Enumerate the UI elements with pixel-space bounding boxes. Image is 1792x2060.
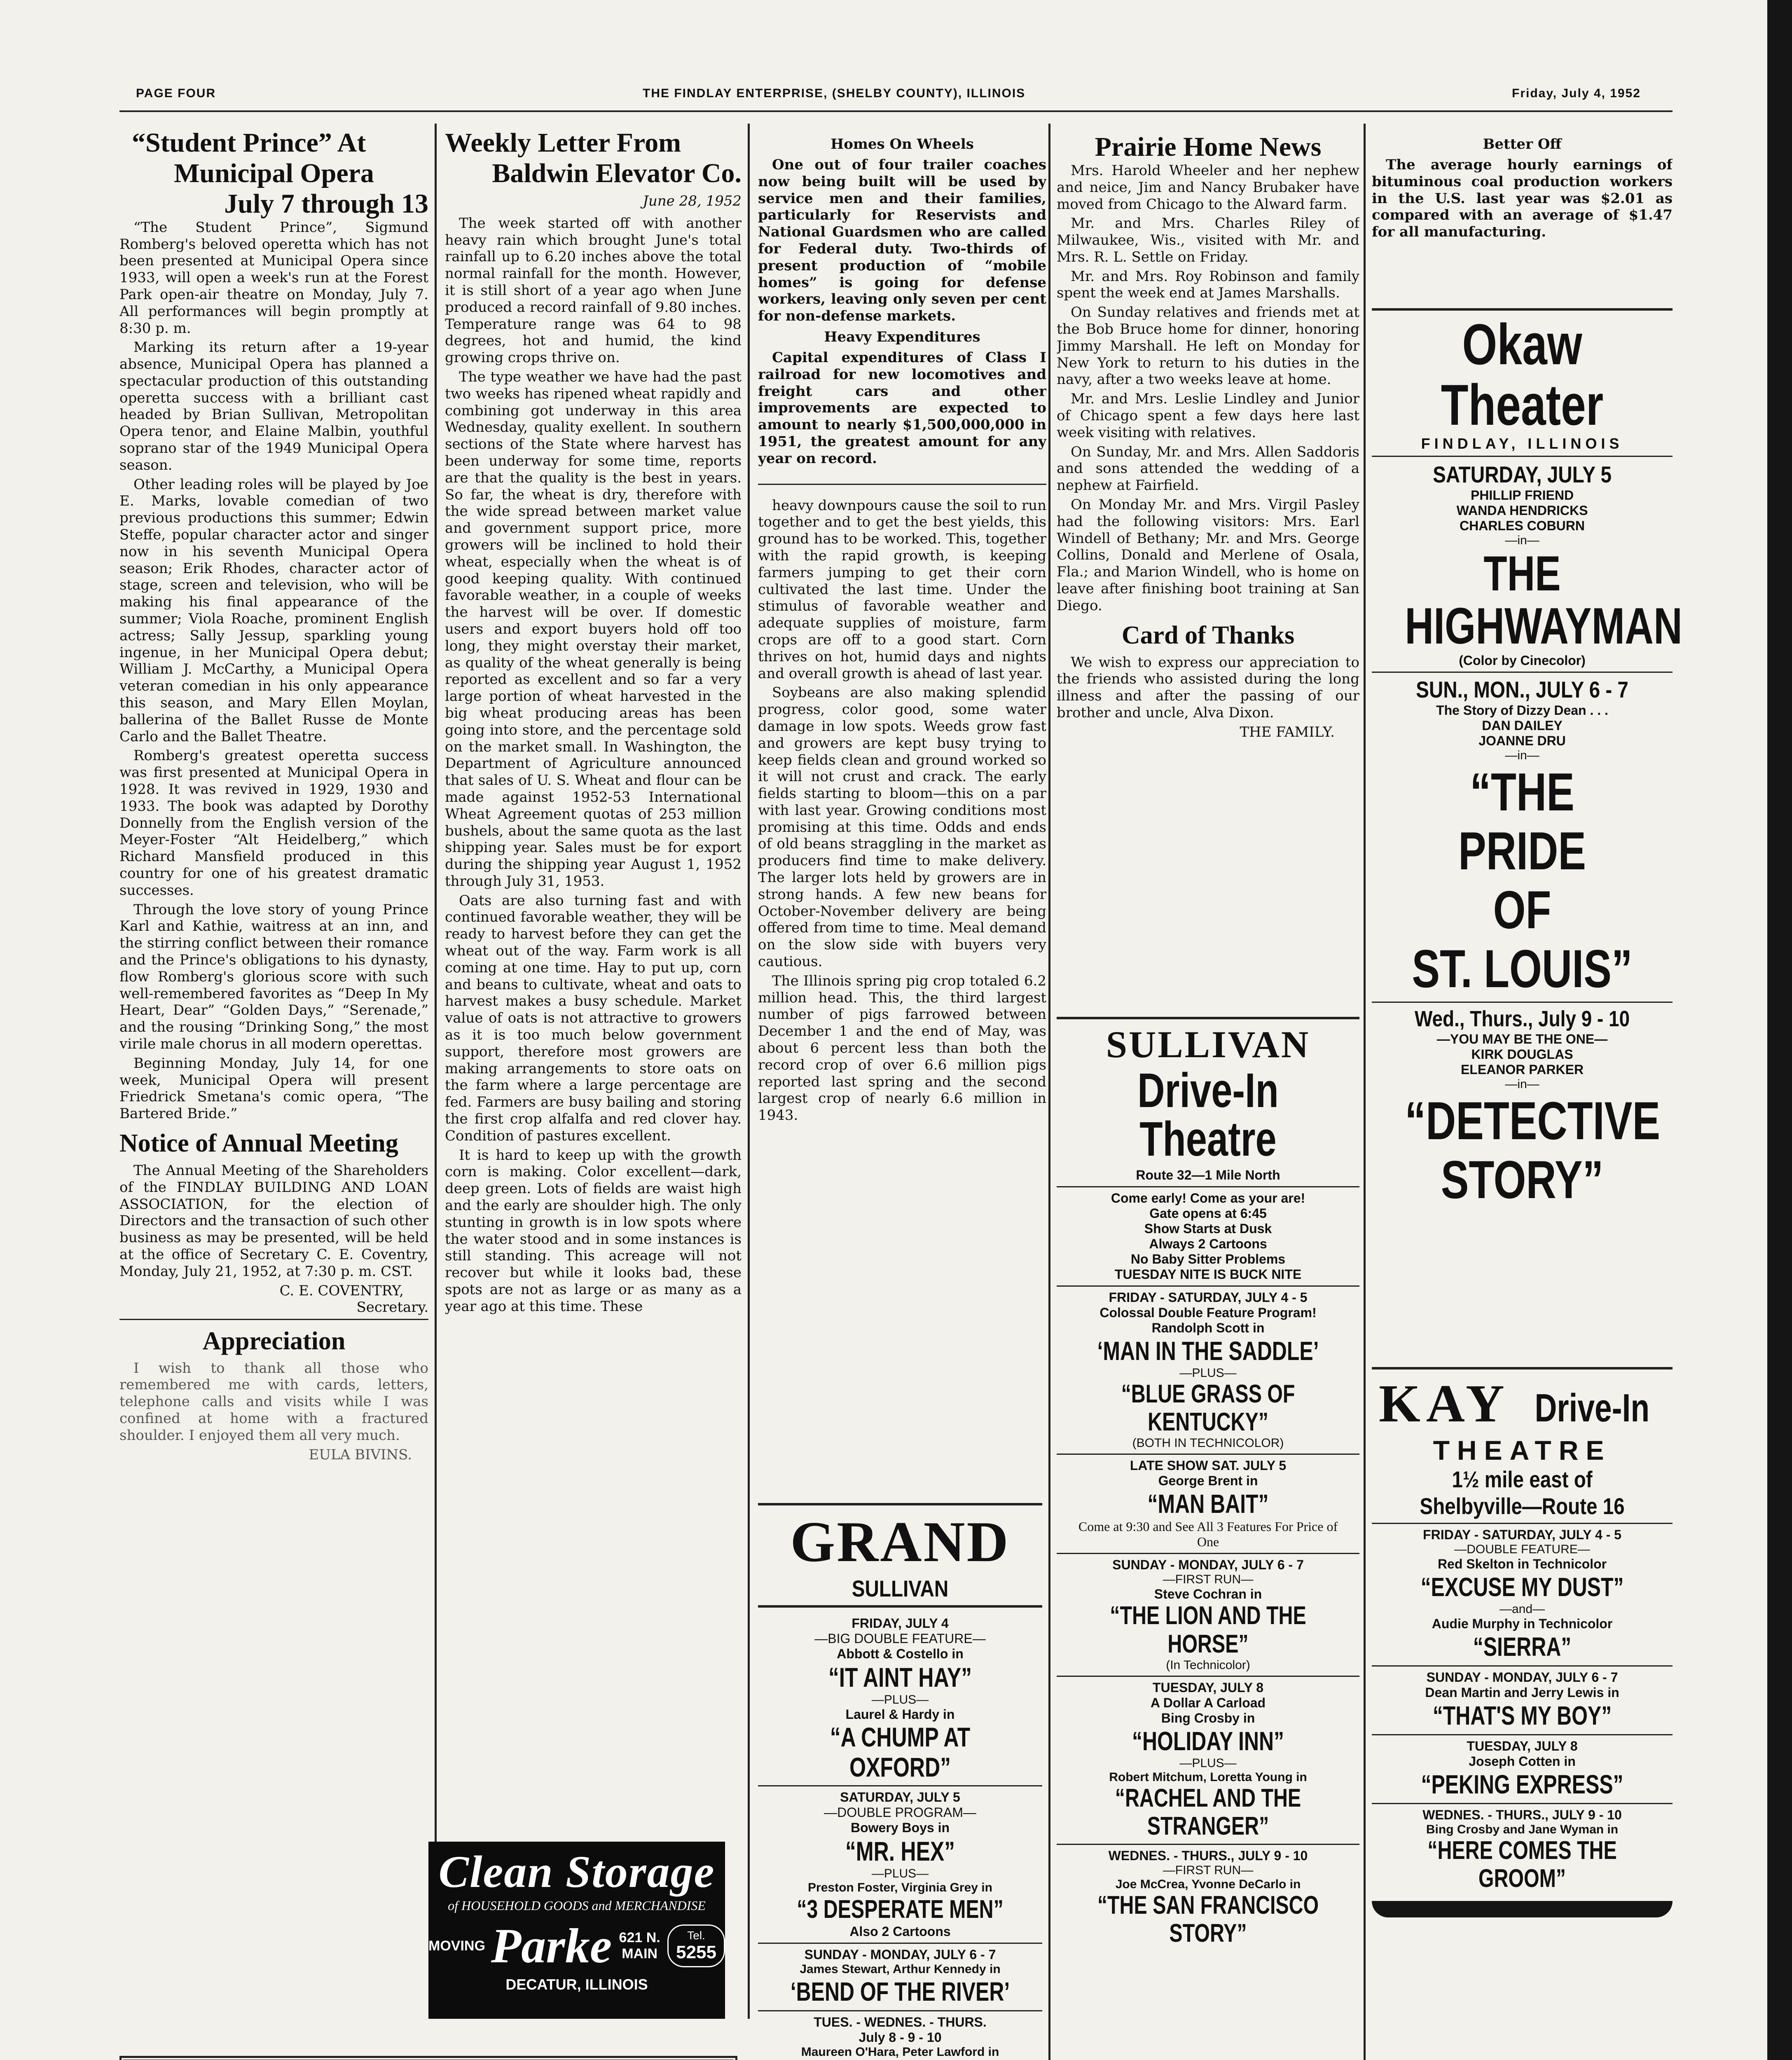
- theatre-name: GRAND: [790, 1510, 1010, 1574]
- paragraph: Other leading roles will be played by Joe E. Marks, lovable comedian of two previous productions this summer; Edwin Steffe, popular character actor and singer now in his seventh Municipal Opera season; Erik Rhodes, character actor of stage, screen and television, who will be making his final appearance of the summer; Viola Roache, prominent English actress; Sally Jessup, sparkling young ingenue, in her Municipal Opera debut; William J. McCarthy, a Municipal Opera veteran comedian in his only appearance this season, and Mary Ellen Moylan, ballerina of the Ballet Russe de Monte Carlo and the Ballet Theatre.: [119, 476, 428, 745]
- ad-brand: Parke: [491, 1918, 612, 1973]
- show-note: Come at 9:30 and See All 3 Features For Price of One: [1078, 1519, 1338, 1550]
- show-day: WEDNES. - THURS., JULY 9 - 10: [1108, 1848, 1308, 1863]
- paragraph: Mr. and Mrs. Roy Robinson and family spent the week end at James Marshalls.: [1057, 268, 1359, 302]
- show-cast: ELEANOR PARKER: [1460, 1062, 1584, 1077]
- brief-text: One out of four trailer coaches now being built will be used by service men and their families, particularly for Reservists and National Guardsmen who are called for Federal duty. Two-thirds of present production of “mobile homes” is going for defense workers, leaving only seven per cent for non-defense markets.: [758, 157, 1046, 325]
- show-day: FRIDAY, JULY 4: [852, 1616, 949, 1631]
- show-cast: Red Skelton in Technicolor: [1437, 1557, 1607, 1571]
- notice-signature-title: Secretary.: [356, 1299, 428, 1316]
- show-cast: Steve Cochran in: [1154, 1587, 1262, 1602]
- news-briefs: [758, 132, 1046, 1483]
- show-note: —DOUBLE FEATURE—: [1454, 1543, 1590, 1556]
- show-day: SUN., MON., JULY 6 - 7: [1416, 677, 1628, 703]
- show-cast: Bing Crosby and Jane Wyman in: [1426, 1823, 1619, 1836]
- paragraph: Mr. and Mrs. Charles Riley of Milwaukee, Wis., visited with Mr. and Mrs. R. L. Settle on Friday.: [1057, 215, 1359, 265]
- brief-title: Homes On Wheels: [830, 136, 974, 152]
- show-day: TUESDAY, JULY 8: [1467, 1739, 1578, 1753]
- page-number: PAGE FOUR: [136, 87, 216, 100]
- thanks-signature: THE FAMILY.: [1240, 723, 1335, 740]
- page-edge: [1767, 0, 1792, 2060]
- thanks-text: We wish to express our appreciation to the friends who assisted during the long illness and after the passing of our brother and uncle, Alva Dixon.: [1057, 654, 1359, 721]
- show-plus: —PLUS—: [871, 1867, 929, 1881]
- show-day: LATE SHOW SAT. JULY 5: [1130, 1458, 1287, 1473]
- appreciation-signature: EULA BIVINS.: [309, 1446, 412, 1463]
- col-sep-3: [1048, 124, 1050, 2060]
- show-day: SATURDAY, JULY 5: [840, 1790, 960, 1805]
- show-cast: Bowery Boys in: [850, 1820, 950, 1835]
- paragraph: Marking its return after a 19-year absence, Municipal Opera has planned a spectacular production of this outstanding operetta success with a brilliant cast headed by Brian Sullivan, Metropolitan Opera tenor, and Elaine Malbin, youthful soprano star of the 1949 Municipal Opera season.: [119, 339, 428, 473]
- brief-text: Capital expenditures of Class I railroad for new locomotives and freight cars and other improvements are expected to amount to nearly $1,500,000,000 in 1951, the greatest amount for any year on record.: [758, 349, 1046, 467]
- paragraph: Mrs. Harold Wheeler and her nephew and neice, Jim and Nancy Brubaker have moved from Chicago to the Alward farm.: [1057, 162, 1359, 213]
- theatre-name: KAY: [1378, 1374, 1510, 1433]
- theatre-name-2: Drive-In Theatre: [1137, 1063, 1279, 1166]
- ad-moving: MOVING: [428, 1938, 485, 1954]
- clean-storage-ad: [428, 1842, 725, 2019]
- show-cast: George Brent in: [1158, 1473, 1258, 1489]
- ad-tagline: of HOUSEHOLD GOODS and MERCHANDISE: [448, 1898, 706, 1913]
- col-sep-4: [1364, 124, 1366, 2060]
- show-day: SUNDAY - MONDAY, JULY 6 - 7: [1112, 1557, 1304, 1573]
- info-line: Come early! Come as your are!: [1111, 1191, 1305, 1206]
- show-day: WEDNES. - THURS., JULY 9 - 10: [1422, 1807, 1622, 1822]
- appreciation-title: Appreciation: [202, 1327, 346, 1355]
- show-day: SUNDAY - MONDAY, JULY 6 - 7: [804, 1947, 996, 1962]
- article-title-2: Municipal Opera: [174, 158, 374, 188]
- col-sep-1: [435, 124, 437, 2019]
- show-run: —FIRST RUN—: [1163, 1573, 1254, 1587]
- show-cast: CHARLES COBURN: [1460, 518, 1585, 533]
- article-title: Prairie Home News: [1095, 132, 1322, 162]
- okaw-theater-ad: [1372, 305, 1682, 1360]
- movie-title: “THE SAN FRANCISCO STORY”: [1097, 1891, 1319, 1948]
- show-note: Colossal Double Feature Program!: [1100, 1305, 1317, 1320]
- theatre-name-3: THEATRE: [1433, 1435, 1612, 1465]
- notice-text: The Annual Meeting of the Shareholders of the FINDLAY BUILDING AND LOAN ASSOCIATION, for the election of Directors and the transaction of such other business as may be presented, will be held at the office of Secretary C. E. Coventry, Monday, July 21, 1952, at 7:30 p. m. CST.: [119, 1162, 428, 1280]
- show-note: (Color by Cinecolor): [1459, 653, 1586, 668]
- show-note: —BIG DOUBLE FEATURE—: [814, 1631, 986, 1646]
- article-title-2: Baldwin Elevator Co.: [492, 158, 742, 188]
- appreciation-text: I wish to thank all those who remembered me with cards, letters, telephone calls and visits while I was confined at home with a fractured shoulder. I enjoyed them all very much.: [119, 1360, 428, 1444]
- theatre-route: Route 32—1 Mile North: [1136, 1168, 1280, 1182]
- show-story: The Story of Dizzy Dean . . .: [1436, 703, 1608, 718]
- show-cast: KIRK DOUGLAS: [1471, 1047, 1573, 1062]
- baldwin-elevator-article: [445, 128, 742, 1833]
- movie-title: “THE LION AND THE HORSE”: [1110, 1601, 1306, 1658]
- movie-title: “MAN BAIT”: [1147, 1489, 1269, 1519]
- paragraph: It is hard to keep up with the growth corn is making. Color excellent—dark, deep green. Lots of fields are waist high and the early are shoulder high. The only stunting in growth is in low spots where the water stood and in some instances is still standing. This acreage will not recover but while it looks bad, these spots are not as large or as many as a year ago at this time. These: [445, 1147, 742, 1315]
- show-in: —in—: [1505, 534, 1539, 547]
- show-in: —in—: [1505, 749, 1539, 763]
- info-line: Show Starts at Dusk: [1144, 1221, 1272, 1236]
- theatre-city: FINDLAY, ILLINOIS: [1421, 435, 1624, 452]
- info-line: Always 2 Cartoons: [1149, 1236, 1267, 1251]
- masthead: THE FINDLAY ENTERPRISE, (SHELBY COUNTY), ILLINOIS: [643, 87, 1026, 100]
- show-cast: DAN DAILEY: [1482, 718, 1563, 733]
- paragraph: “The Student Prince”, Sigmund Romberg's beloved operetta which has not been presented at Municipal Opera since 1933, will open a week's run at the Forest Park open-air theatre on Monday, July 7. All performances will begin promptly at 8:30 p. m.: [119, 219, 428, 337]
- show-cast: Maureen O'Hara, Peter Lawford in: [801, 2045, 999, 2059]
- show-cast: Robert Mitchum, Loretta Young in: [1109, 1770, 1307, 1784]
- show-plus: —PLUS—: [871, 1693, 929, 1707]
- show-tech: (BOTH IN TECHNICOLOR): [1132, 1436, 1284, 1450]
- movie-title: “THAT'S MY BOY”: [1432, 1701, 1612, 1730]
- show-day: TUES. - WEDNES. - THURS.: [814, 2015, 987, 2030]
- paragraph: The Illinois spring pig crop totaled 6.2 million head. This, the third largest number of pigs farrowed between December 1 and the end of May, was about 6 percent less than both the record crop of over 6.6 million pigs reported last spring and the second largest crop of nearly 6.6 million in 1943.: [758, 972, 1046, 1124]
- show-day: TUESDAY, JULY 8: [1152, 1680, 1264, 1695]
- grand-theatre-ad: [758, 1500, 1042, 2060]
- article-title: Weekly Letter From: [445, 128, 681, 158]
- movie-title: “PEKING EXPRESS”: [1421, 1770, 1624, 1799]
- paragraph: Oats are also turning fast and with continued favorable weather, they will be ready to harvest before they can get the wheat out of the way. Farm work is all coming at one time. Hay to put up, corn and beans to cultivate, wheat and oats to harvest makes a busy schedule. Market value of oats is not attractive to growers as it is too much below government support, therefore most growers are making arrangements to store oats on the farm where a large percentage are fed. Farmers are busy bailing and storing the first crop alfalfa and red clover hay. Condition of pastures excellent.: [445, 892, 742, 1144]
- movie-title: “BLUE GRASS OF KENTUCKY”: [1121, 1380, 1295, 1437]
- paragraph: Soybeans are also making splendid progress, color good, some water damage in low spots. Weeds grow fast and growers are kept busy trying to keep fields clean and ground worked so it will not crust and crack. The early fields starting to bloom—this on a par with last year. Growing conditions most promising at this time. Odds and ends of old beans straggling in the market as producers find time to make delivery. The larger lots held by growers are in strong hands. A few new beans for October-November delivery are being offered from time to time. Meal demand on the slow side with buyers very cautious.: [758, 684, 1046, 970]
- show-day: SATURDAY, JULY 5: [1433, 461, 1612, 487]
- paragraph: heavy downpours cause the soil to run together and to get the best yields, this ground has to be worked. This, together with the rapid growth, is keeping farmers jumping to get their corn cultivated the last time. Under the stimulus of favorable weather and adequate supplies of moisture, farm crops are off to a good start. Corn thrives on hot, humid days and nights and overall growth is ahead of last year.: [758, 497, 1046, 682]
- show-plus: —PLUS—: [1179, 1366, 1237, 1380]
- show-cast: Laurel & Hardy in: [845, 1707, 955, 1722]
- show-day: SUNDAY - MONDAY, JULY 6 - 7: [1426, 1670, 1618, 1685]
- movie-title-2: OF: [1493, 880, 1551, 940]
- paragraph: The week started off with another heavy rain which brought June's total rainfall up to 6.20 inches above the total normal rainfall for the month. However, it is still short of a year ago when June produced a record rainfall of 9.80 inches. Temperature range was 64 to 98 degrees, hot and humid, the kind growing crops thrive on.: [445, 215, 742, 366]
- show-day: Wed., Thurs., July 9 - 10: [1414, 1007, 1630, 1032]
- show-cast: Randolph Scott in: [1151, 1320, 1265, 1335]
- movie-title: ‘MAN IN THE SADDLE’: [1097, 1336, 1319, 1366]
- movie-title: ‘BEND OF THE RIVER’: [790, 1977, 1010, 2007]
- brief-text: The average hourly earnings of bituminous coal production workers in the U.S. last year was $2.01 as compared with an average of $1.47 for all manufacturing.: [1372, 157, 1673, 241]
- paragraph: On Sunday, Mr. and Mrs. Allen Saddoris and sons attended the wedding of a nephew at Fairfield.: [1057, 443, 1359, 494]
- show-cast: James Stewart, Arthur Kennedy in: [800, 1962, 1001, 1976]
- col-sep-2: [748, 124, 750, 2019]
- ad-city: DECATUR, ILLINOIS: [505, 1976, 648, 1993]
- show-day: FRIDAY - SATURDAY, JULY 4 - 5: [1109, 1290, 1308, 1305]
- article-date: June 28, 1952: [643, 192, 742, 209]
- movie-title: THE: [1483, 546, 1561, 601]
- show-cast: WANDA HENDRICKS: [1456, 503, 1588, 518]
- kay-drive-in-ad: [1372, 1364, 1673, 2060]
- propane-attention-ad: [119, 2056, 737, 2060]
- sullivan-drive-in-ad: [1057, 1014, 1359, 2060]
- movie-title-2: HIGHWAYMAN: [1405, 598, 1682, 655]
- show-cast: Preston Foster, Virginia Grey in: [808, 1881, 992, 1895]
- paragraph: On Sunday relatives and friends met at the Bob Bruce home for dinner, honoring Jimmy Marshall. He left on Monday for New York to return to his duties in the navy, after a two weeks leave at home.: [1057, 304, 1359, 388]
- info-line: Gate opens at 6:45: [1149, 1206, 1267, 1221]
- article-title: “Student Prince” At: [132, 128, 366, 158]
- show-cast: Joseph Cotten in: [1469, 1754, 1576, 1769]
- show-note: A Dollar A Carload: [1150, 1695, 1266, 1710]
- ad-tel-label: Tel.: [687, 1929, 705, 1942]
- article-title-3: July 7 through 13: [224, 188, 428, 219]
- paragraph: On Monday Mr. and Mrs. Virgil Pasley had the following visitors: Mrs. Earl Windell of Bethany; Mr. and Mrs. George Collins, Donald and Merlene of Osala, Fla.; and Marion Windell, who is home on leave after finishing boot training at San Diego.: [1057, 496, 1359, 614]
- paragraph: Mr. and Mrs. Leslie Lindley and Junior of Chicago spent a few days here last week visiting with relatives.: [1057, 391, 1359, 441]
- thanks-title: Card of Thanks: [1121, 621, 1295, 649]
- paragraph: The type weather we have had the past two weeks has ripened wheat rapidly and combining got underway in this area Wednesday, quality exellent. In southern sections of the State where harvest has been underway for some time, reports are that the quality is the best in years. So far, the wheat is dry, therefore with the wide spread between market value and government support price, more growers will be inclined to hold their wheat, especially when the wheat is of good keeping quality. With continued favorable weather, in a couple of weeks the harvest will be over. If domestic users and export buyers hold off too long, they might overstay their market, as quality of the wheat generally is being reported as excellent and so far a very large portion of wheat harvested in the big wheat producing areas has been going into store, and the percentage sold on the market small. In Washington, the Department of Agriculture announced that sales of U. S. Wheat and flour can be made against 1952-53 International Wheat Agreement quotas of 253 million bushels, about the same quota as the last shipping year. Sales must be for export during the shipping year August 1, 1952 through July 31, 1953.: [445, 368, 742, 890]
- movie-title: “RACHEL AND THE STRANGER”: [1115, 1784, 1301, 1840]
- header-rule: [119, 110, 1673, 112]
- theatre-name-2: Drive-In: [1535, 1386, 1649, 1430]
- notice-signature: C. E. COVENTRY,: [279, 1282, 404, 1299]
- show-date: July 8 - 9 - 10: [859, 2030, 942, 2045]
- ad-tel-number: 5255: [676, 1942, 716, 1962]
- movie-title: “THE PRIDE: [1458, 762, 1586, 881]
- theatre-location: 1½ mile east of: [1452, 1466, 1593, 1492]
- show-cast: PHILLIP FRIEND: [1470, 488, 1574, 503]
- movie-title: “EXCUSE MY DUST”: [1420, 1572, 1624, 1602]
- movie-title: “SIERRA”: [1473, 1632, 1572, 1662]
- show-cast: Dean Martin and Jerry Lewis in: [1425, 1685, 1619, 1700]
- show-run: —FIRST RUN—: [1163, 1863, 1254, 1877]
- show-cast: Audie Murphy in Technicolor: [1432, 1616, 1613, 1631]
- theatre-route: Shelbyville—Route 16: [1420, 1493, 1625, 1519]
- prairie-home-news: [1057, 132, 1359, 1005]
- show-day: FRIDAY - SATURDAY, JULY 4 - 5: [1423, 1527, 1621, 1542]
- show-cast: JOANNE DRU: [1479, 733, 1566, 749]
- movie-title: “HERE COMES THE GROOM”: [1427, 1836, 1617, 1893]
- issue-date: Friday, July 4, 1952: [1512, 87, 1641, 100]
- show-cast: Bing Crosby in: [1161, 1710, 1255, 1725]
- show-extra: Also 2 Cartoons: [849, 1924, 951, 1939]
- theatre-name: Okaw Theater: [1441, 312, 1604, 437]
- paragraph: Beginning Monday, July 14, for one week, Municipal Opera will present Friedrick Smetana's comic opera, “The Bartered Bride.”: [119, 1055, 428, 1122]
- movie-title: “A CHUMP AT OXFORD”: [830, 1722, 971, 1782]
- info-line: TUESDAY NITE IS BUCK NITE: [1114, 1267, 1302, 1282]
- show-tech: (In Technicolor): [1166, 1658, 1250, 1672]
- paragraph: Through the love story of young Prince Karl and Kathie, waitress at an inn, and the stirring conflict between their romance and the Prince's obligations to his dynasty, flow Romberg's glorious score with such well-remembered favorites as “Deep In My Heart, Dear” “Golden Days,” “Serenade,” and the rousing “Drinking Song,” the most virile male chorus in all modern operettas.: [119, 901, 428, 1052]
- info-line: No Baby Sitter Problems: [1130, 1252, 1286, 1266]
- ad-address: 621 N. MAIN: [619, 1930, 660, 1962]
- movie-title-2: STORY”: [1441, 1149, 1604, 1210]
- movie-title: “MR. HEX”: [845, 1836, 955, 1867]
- better-off-brief: [1372, 132, 1673, 330]
- theatre-city: SULLIVAN: [852, 1575, 949, 1601]
- movie-title: “IT AINT HAY”: [828, 1662, 972, 1692]
- show-in: —in—: [1505, 1077, 1539, 1091]
- movie-title: “3 DESPERATE MEN”: [797, 1895, 1004, 1924]
- show-note: —YOU MAY BE THE ONE—: [1436, 1032, 1608, 1047]
- show-plus: —PLUS—: [1179, 1756, 1237, 1770]
- show-note: —DOUBLE PROGRAM—: [824, 1805, 976, 1820]
- show-and: —and—: [1499, 1602, 1545, 1616]
- paragraph: Romberg's greatest operetta success was first presented at Municipal Opera in 1928. It was revived in 1929, 1930 and 1933. The book was adapted by Dorothy Donnelly from the English version of the Meyer-Foster “Alt Heidelberg,” which Richard Mansfield produced in this country for one of his greatest dramatic successes.: [119, 747, 428, 899]
- show-cast: Joe McCrea, Yvonne DeCarlo in: [1115, 1877, 1301, 1891]
- student-prince-article: [119, 128, 428, 2023]
- movie-title-3: ST. LOUIS”: [1412, 939, 1633, 999]
- movie-title: “DETECTIVE: [1405, 1091, 1661, 1151]
- brief-title: Better Off: [1483, 136, 1562, 152]
- notice-title: Notice of Annual Meeting: [119, 1129, 398, 1157]
- movie-title: “HOLIDAY INN”: [1132, 1726, 1284, 1756]
- show-cast: Abbott & Costello in: [837, 1646, 964, 1661]
- theatre-name: SULLIVAN: [1106, 1023, 1310, 1065]
- ad-name: Clean Storage: [438, 1847, 715, 1897]
- brief-title: Heavy Expenditures: [824, 328, 980, 345]
